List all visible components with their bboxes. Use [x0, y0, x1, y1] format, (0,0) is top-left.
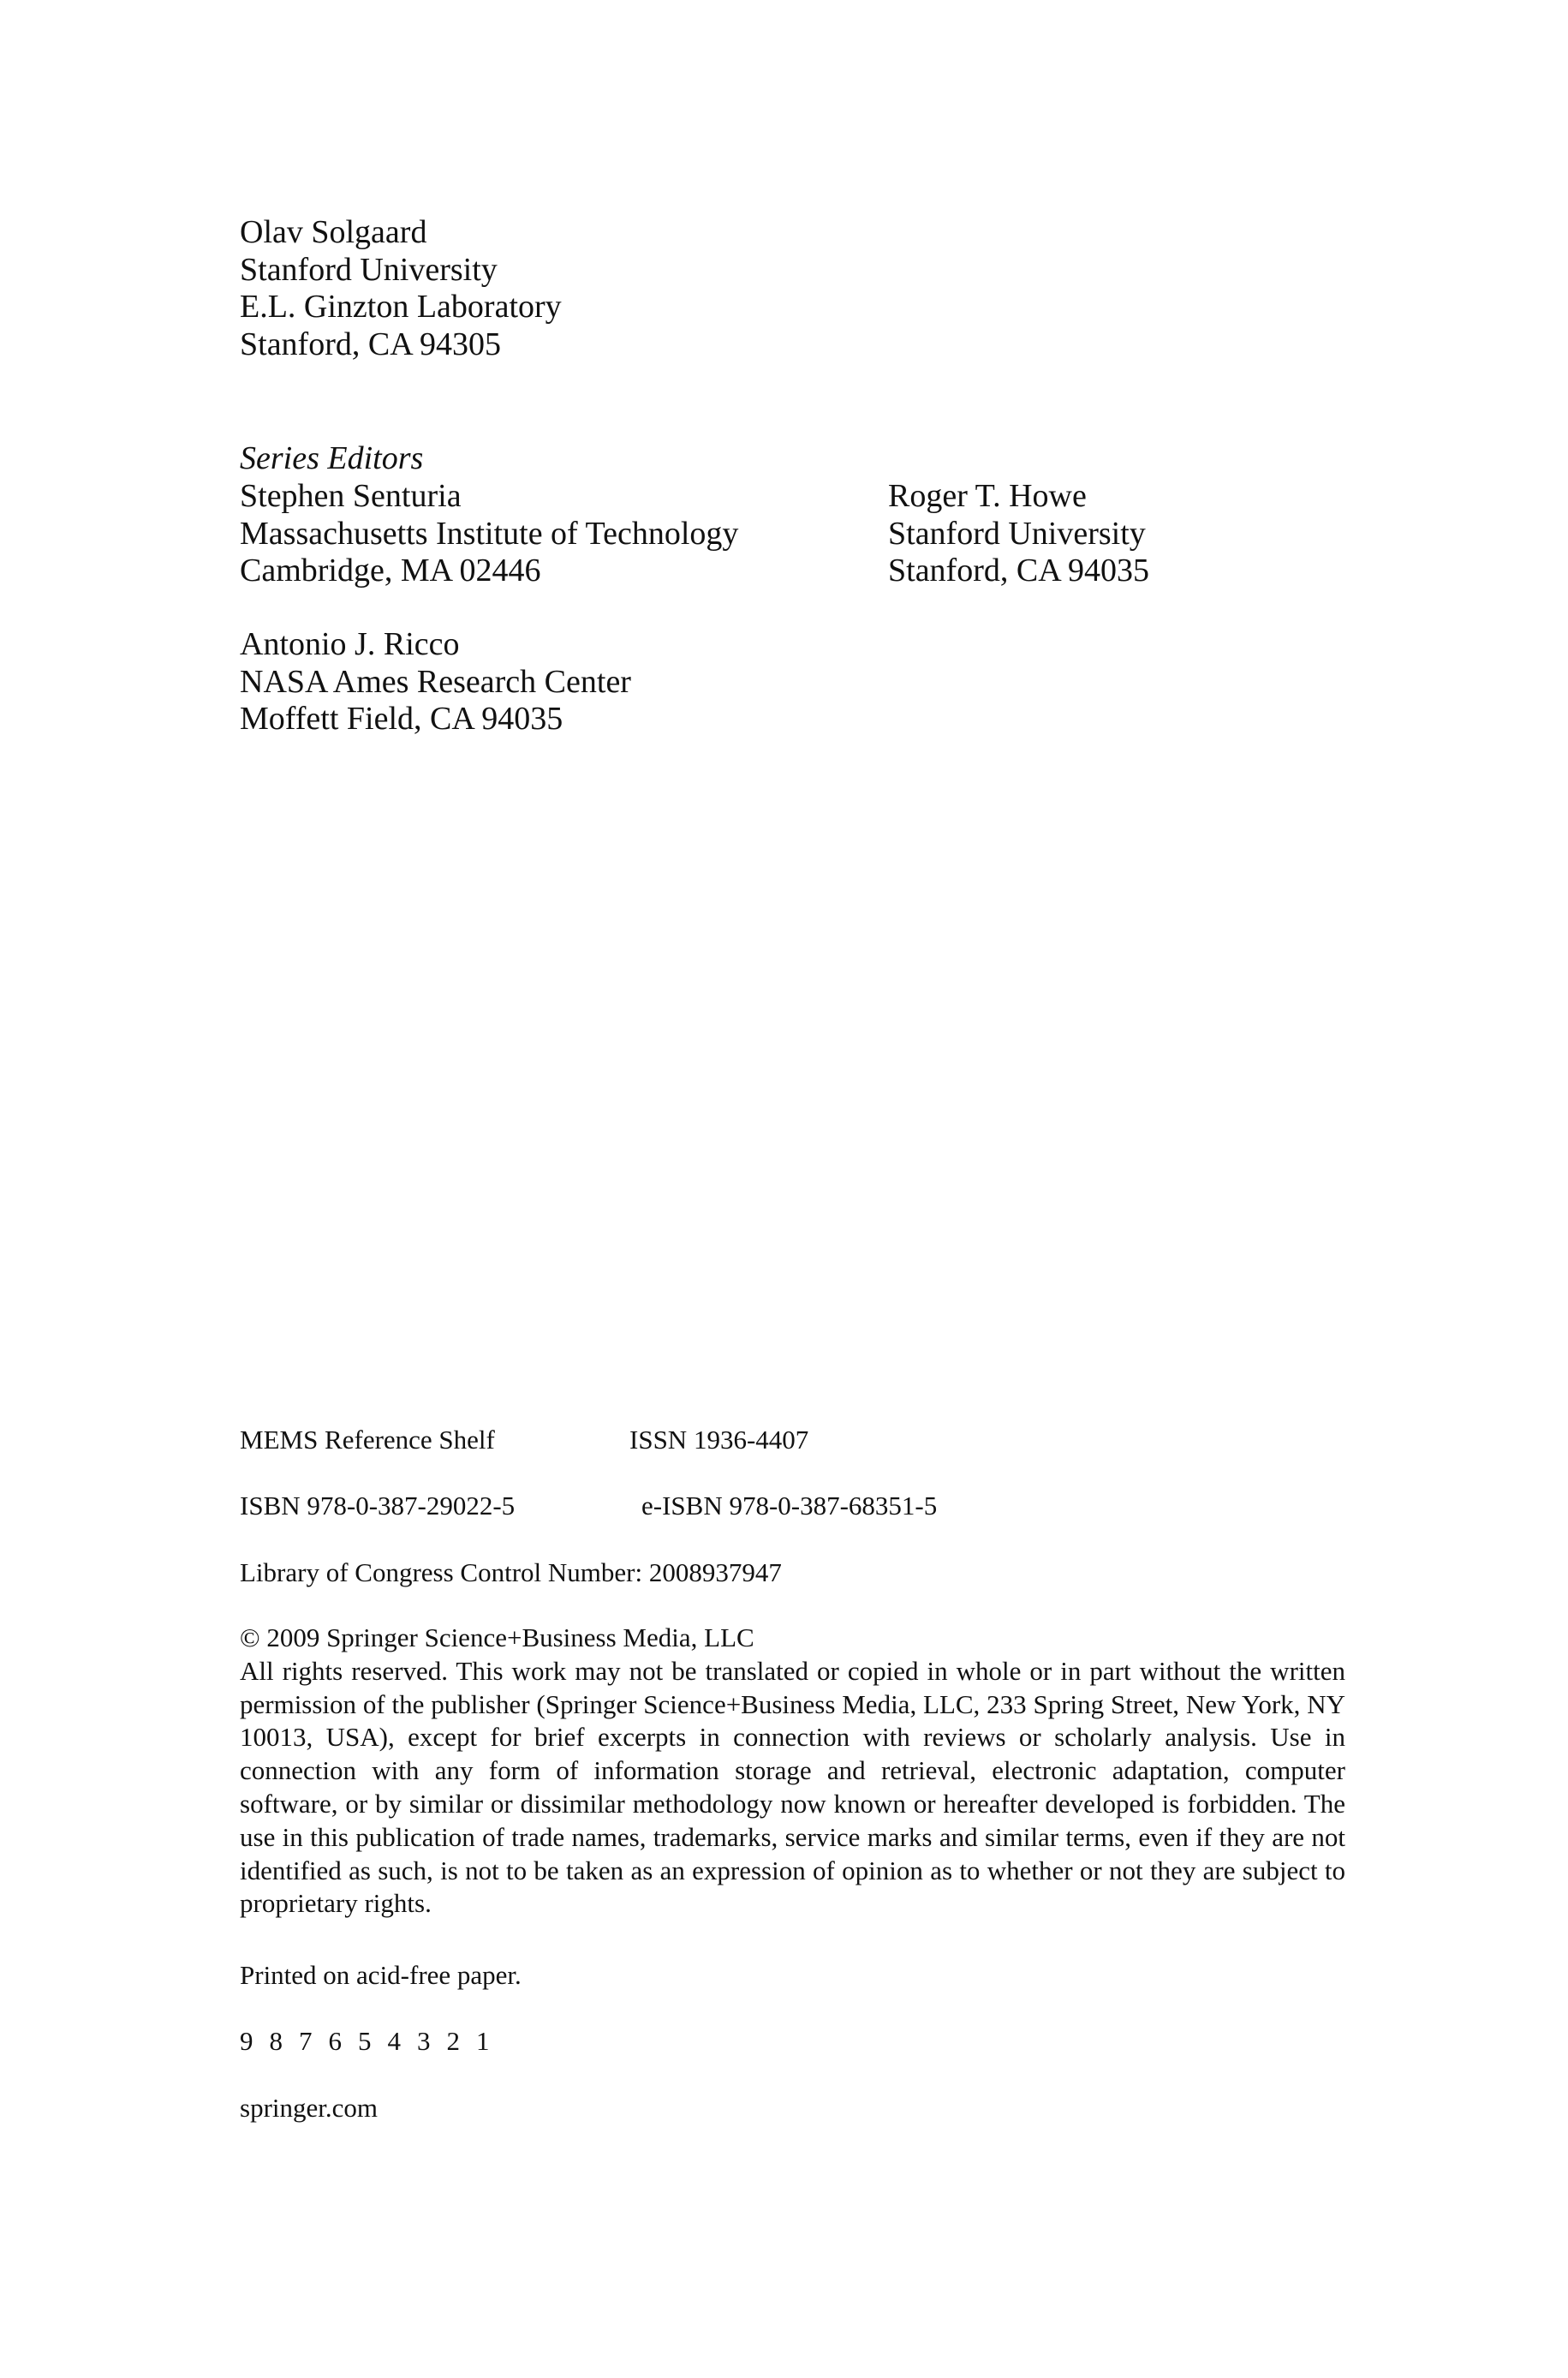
editor-city: Moffett Field, CA 94035: [240, 701, 563, 737]
issn: ISSN 1936-4407: [629, 1425, 809, 1455]
printing-number: 3: [417, 2026, 431, 2056]
rights-statement: All rights reserved. This work may not be translated or copied in whole or in part without the written permission of the publisher (Springer Science+Business Media, LLC, 233 Spring Street, New York, NY 10013, USA), except for brief excerpts in connection with reviews or scholarly analysis. Use in connection with any form of information storage and retrieval, electronic adaptation, computer software, or by similar or dissimilar methodology now known or hereafter developed is forbidden. The use in this publication of trade names, trademarks, service marks and similar terms, even if they are not identified as such, is not to be taken as an expression of opinion as to whether or not they are subject to proprietary rights.: [240, 1655, 1345, 1919]
isbn: ISBN 978-0-387-29022-5: [240, 1491, 516, 1521]
copyright-symbol: ©: [240, 1622, 260, 1652]
editor-name: Stephen Senturia: [240, 478, 462, 514]
lccn: Library of Congress Control Number: 2008937947: [240, 1557, 782, 1587]
author-address: [240, 214, 562, 363]
acid-free-note: Printed on acid-free paper.: [240, 1960, 522, 1990]
printing-number: 8: [269, 2026, 283, 2056]
author-city: Stanford, CA 94305: [240, 326, 502, 362]
editor-city: Stanford, CA 94035: [888, 553, 1150, 589]
printing-number: 1: [476, 2026, 490, 2056]
series-editor-ricco: [240, 626, 631, 738]
isbn-row: [240, 1489, 938, 1522]
series-editors-heading: Series Editors: [240, 440, 424, 476]
editor-institution: Stanford University: [888, 515, 1146, 552]
series-info-row: [240, 1423, 809, 1456]
publisher-website: springer.com: [240, 2093, 378, 2123]
copyright-line: [240, 1622, 1345, 1655]
printing-line: [240, 2024, 506, 2058]
series-name: MEMS Reference Shelf: [240, 1425, 495, 1455]
printing-number: 9: [240, 2026, 253, 2056]
editor-institution: Massachusetts Institute of Technology: [240, 515, 739, 552]
e-isbn: e-ISBN 978-0-387-68351-5: [641, 1491, 938, 1521]
editor-name: Roger T. Howe: [888, 478, 1087, 514]
editor-institution: NASA Ames Research Center: [240, 663, 631, 700]
printing-number: 5: [358, 2026, 372, 2056]
copyright-holder: 2009 Springer Science+Business Media, LLC: [266, 1622, 754, 1652]
author-department: E.L. Ginzton Laboratory: [240, 289, 562, 325]
printing-number: 4: [387, 2026, 401, 2056]
copyright-notice: [240, 1622, 1345, 1921]
series-editor-senturia: [240, 478, 738, 590]
author-institution: Stanford University: [240, 251, 498, 288]
printing-number: 7: [299, 2026, 313, 2056]
printing-number: 6: [328, 2026, 342, 2056]
author-name: Olav Solgaard: [240, 214, 427, 250]
series-editor-howe: [888, 478, 1149, 590]
editor-city: Cambridge, MA 02446: [240, 553, 541, 589]
editor-name: Antonio J. Ricco: [240, 626, 460, 662]
printing-number: 2: [446, 2026, 460, 2056]
